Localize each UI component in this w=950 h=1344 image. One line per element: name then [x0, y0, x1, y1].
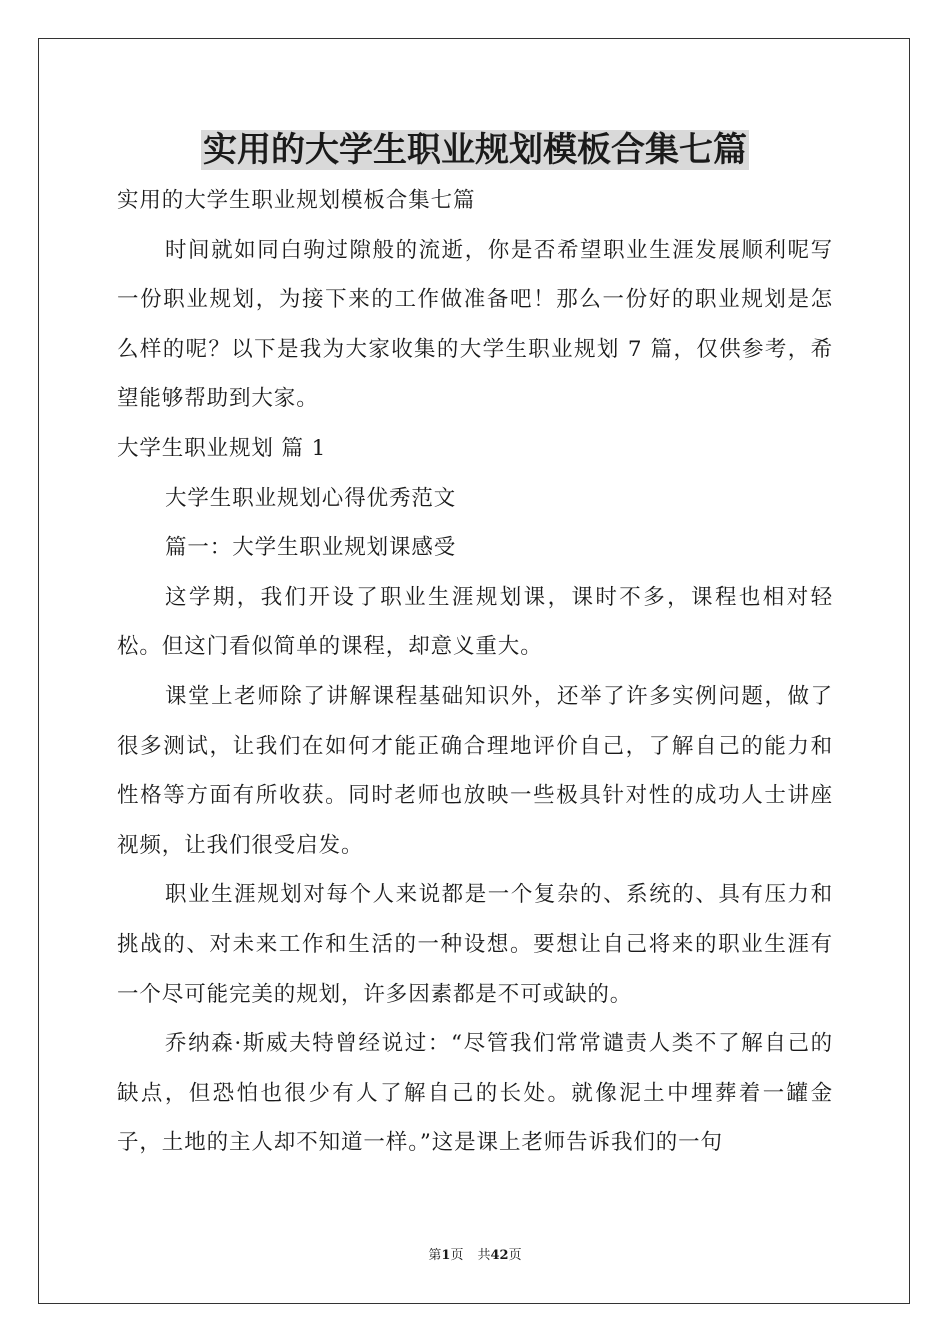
- total-prefix: 共: [477, 1248, 491, 1263]
- paragraph: 大学生职业规划心得优秀范文: [165, 485, 457, 511]
- total-pages: 42: [490, 1248, 509, 1263]
- document-body: [117, 176, 833, 1168]
- document-title: [0, 127, 950, 173]
- page-prefix: 第: [428, 1248, 442, 1263]
- paragraph: 时间就如同白驹过隙般的流逝，你是否希望职业生涯发展顺利呢写一份职业规划，为接下来的工作做准备吧！那么一份好的职业规划是怎么样的呢？以下是我为大家收集的大学生职业规划 7 篇，仅供参考，希望能够帮助到大家。: [117, 237, 833, 412]
- paragraph: 实用的大学生职业规划模板合集七篇: [117, 188, 476, 213]
- total-suffix: 页: [508, 1248, 522, 1263]
- document-title-text: 实用的大学生职业规划模板合集七篇: [203, 130, 747, 170]
- page-footer: [0, 1247, 950, 1265]
- paragraph: 乔纳森·斯威夫特曾经说过：“尽管我们常常谴责人类不了解自己的缺点，但恐怕也很少有人了解自己的长处。就像泥土中埋葬着一罐金子，土地的主人却不知道一样。”这是课上老师告诉我们的一句: [117, 1031, 833, 1156]
- page-suffix: 页: [450, 1248, 464, 1263]
- paragraph: 职业生涯规划对每个人来说都是一个复杂的、系统的、具有压力和挑战的、对未来工作和生活的一种设想。要想让自己将来的职业生涯有一个尽可能完美的规划，许多因素都是不可或缺的。: [117, 882, 833, 1007]
- paragraph: 篇一：大学生职业规划课感受: [165, 535, 457, 561]
- section-heading: 大学生职业规划 篇 1: [117, 435, 327, 461]
- paragraph: 这学期，我们开设了职业生涯规划课，课时不多，课程也相对轻松。但这门看似简单的课程，却意义重大。: [117, 584, 833, 660]
- page-number: 1: [441, 1248, 451, 1263]
- paragraph: 课堂上老师除了讲解课程基础知识外，还举了许多实例问题，做了很多测试，让我们在如何才能正确合理地评价自己，了解自己的能力和性格等方面有所收获。同时老师也放映一些极具针对性的成功人士讲座视频，让我们很受启发。: [117, 683, 833, 858]
